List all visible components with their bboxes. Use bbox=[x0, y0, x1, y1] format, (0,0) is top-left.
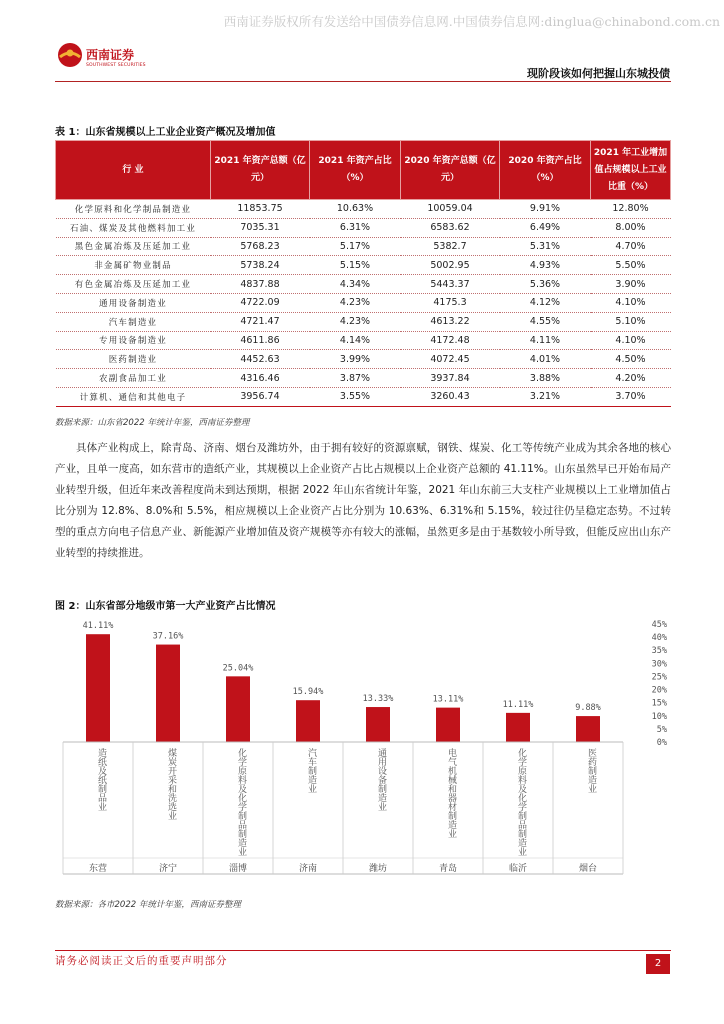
industry-cell: 非金属矿物业制品 bbox=[56, 256, 211, 275]
industry-cell: 汽车制造业 bbox=[56, 312, 211, 331]
footer-divider bbox=[55, 950, 671, 951]
bar-value-label: 11.11% bbox=[502, 699, 534, 710]
value-cell: 11853.75 bbox=[211, 200, 310, 219]
value-cell: 4.34% bbox=[310, 275, 401, 294]
value-cell: 4.10% bbox=[591, 331, 671, 350]
y-tick-label: 25% bbox=[651, 672, 667, 683]
value-cell: 5.50% bbox=[591, 256, 671, 275]
header-share-2021: 2021 年资产占比（%） bbox=[310, 141, 401, 200]
bar bbox=[506, 713, 530, 742]
value-cell: 7035.31 bbox=[211, 218, 310, 237]
y-tick-label: 0% bbox=[656, 738, 667, 748]
y-tick-label: 20% bbox=[651, 685, 667, 696]
value-cell: 5.31% bbox=[500, 237, 591, 256]
value-cell: 3.99% bbox=[310, 350, 401, 369]
value-cell: 6.31% bbox=[310, 218, 401, 237]
industry-label: 造纸及纸制品业 bbox=[96, 748, 106, 811]
value-cell: 3.90% bbox=[591, 275, 671, 294]
value-cell: 4613.22 bbox=[401, 312, 500, 331]
header-industry: 行 业 bbox=[56, 141, 211, 200]
industry-cell: 专用设备制造业 bbox=[56, 331, 211, 350]
value-cell: 3937.84 bbox=[401, 369, 500, 388]
value-cell: 5002.95 bbox=[401, 256, 500, 275]
city-label: 潍坊 bbox=[368, 864, 388, 874]
industry-label: 煤炭开采和洗选业 bbox=[166, 748, 176, 820]
table-row bbox=[56, 387, 671, 406]
value-cell: 4.23% bbox=[310, 312, 401, 331]
value-cell: 10.63% bbox=[310, 200, 401, 219]
value-cell: 5.10% bbox=[591, 312, 671, 331]
value-cell: 9.91% bbox=[500, 200, 591, 219]
city-label: 济宁 bbox=[158, 864, 178, 874]
industry-cell: 农副食品加工业 bbox=[56, 369, 211, 388]
value-cell: 4.11% bbox=[500, 331, 591, 350]
value-cell: 4.23% bbox=[310, 293, 401, 312]
bar bbox=[86, 634, 110, 742]
value-cell: 4172.48 bbox=[401, 331, 500, 350]
table-row bbox=[56, 293, 671, 312]
industry-cell: 有色金属冶炼及压延加工业 bbox=[56, 275, 211, 294]
value-cell: 3.88% bbox=[500, 369, 591, 388]
table-source: 数据来源：山东省2022 年统计年鉴，西南证券整理 bbox=[55, 418, 250, 428]
table-row bbox=[56, 369, 671, 388]
bar-value-label: 25.04% bbox=[222, 663, 254, 674]
value-cell: 4.70% bbox=[591, 237, 671, 256]
bar bbox=[156, 645, 180, 742]
asset-share-bar-chart bbox=[55, 612, 671, 890]
y-tick-label: 5% bbox=[656, 724, 667, 735]
bar-value-label: 37.16% bbox=[152, 631, 184, 642]
bar-value-label: 41.11% bbox=[82, 621, 114, 632]
y-tick-label: 35% bbox=[651, 646, 667, 657]
body-paragraph: 具体产业构成上，除青岛、济南、烟台及潍坊外，由于拥有较好的资源禀赋，钢铁、煤炭、化工等传统产业成为其余各地的核心产业，且单一度高，如东营市的造纸产业，其规模以上企业资产占比占规模以上企业资产总额的 41.11%。山东虽然早已开始布局产业转型升级，但近年来改善程度尚未到达预期，根据 2022 年山东省统计年鉴，2021 年山东前三大支柱产业规模以上工业增加值占比分别为 12.8%、8.0%和 5.5%，相应规模以上企业资产占比分别为 10.63%、6.31%和 5.15%，较过往仍呈稳定态势。不过转型的重点方向电子信息产业、新能源产业增加值及资产规模等亦有较大的涨幅，虽然更多是由于基数较小所导致，但能反应出山东产业转型的持续推进。 bbox=[55, 442, 671, 559]
bar-value-label: 15.94% bbox=[292, 687, 324, 698]
value-cell: 4316.46 bbox=[211, 369, 310, 388]
city-label: 青岛 bbox=[438, 864, 458, 874]
industry-label: 化学原料及化学制品制造业 bbox=[516, 748, 526, 856]
value-cell: 3.55% bbox=[310, 387, 401, 406]
value-cell: 4722.09 bbox=[211, 293, 310, 312]
page-number: 2 bbox=[646, 954, 670, 974]
bar bbox=[296, 700, 320, 742]
value-cell: 6.49% bbox=[500, 218, 591, 237]
city-label: 淄博 bbox=[228, 864, 248, 874]
industry-label: 汽车制造业 bbox=[306, 748, 316, 793]
disclaimer-note: 请务必阅读正文后的重要声明部分 bbox=[55, 955, 228, 967]
value-cell: 4837.88 bbox=[211, 275, 310, 294]
table-row bbox=[56, 256, 671, 275]
value-cell: 10059.04 bbox=[401, 200, 500, 219]
y-tick-label: 10% bbox=[651, 711, 667, 722]
header-assets-2020: 2020 年资产总额（亿元） bbox=[401, 141, 500, 200]
company-logo bbox=[56, 41, 146, 75]
y-tick-label: 45% bbox=[651, 620, 667, 630]
value-cell: 4.20% bbox=[591, 369, 671, 388]
industry-label: 医药制造业 bbox=[586, 748, 596, 793]
industry-cell: 通用设备制造业 bbox=[56, 293, 211, 312]
bar bbox=[226, 676, 250, 742]
table-row bbox=[56, 200, 671, 219]
value-cell: 4.10% bbox=[591, 293, 671, 312]
header-value-added-share: 2021 年工业增加值占规模以上工业比重（%） bbox=[591, 141, 671, 200]
bar-value-label: 13.33% bbox=[362, 694, 394, 705]
industry-cell: 石油、煤炭及其他燃料加工业 bbox=[56, 218, 211, 237]
bar-value-label: 13.11% bbox=[432, 694, 464, 705]
city-label: 临沂 bbox=[508, 864, 528, 874]
city-label: 东营 bbox=[88, 864, 108, 874]
bar bbox=[576, 716, 600, 742]
table-row bbox=[56, 218, 671, 237]
value-cell: 4611.86 bbox=[211, 331, 310, 350]
industry-label: 电气机械和器材制造业 bbox=[446, 748, 456, 838]
industry-cell: 医药制造业 bbox=[56, 350, 211, 369]
city-label: 济南 bbox=[298, 864, 318, 874]
value-cell: 4.55% bbox=[500, 312, 591, 331]
value-cell: 4072.45 bbox=[401, 350, 500, 369]
logo-name: 西南证券 bbox=[86, 48, 135, 62]
value-cell: 4.50% bbox=[591, 350, 671, 369]
value-cell: 5443.37 bbox=[401, 275, 500, 294]
value-cell: 5738.24 bbox=[211, 256, 310, 275]
bar-value-label: 9.88% bbox=[575, 703, 601, 714]
value-cell: 5.17% bbox=[310, 237, 401, 256]
bar bbox=[436, 708, 460, 742]
value-cell: 5.15% bbox=[310, 256, 401, 275]
table-row bbox=[56, 275, 671, 294]
value-cell: 4.12% bbox=[500, 293, 591, 312]
value-cell: 12.80% bbox=[591, 200, 671, 219]
report-title: 现阶段该如何把握山东城投债 bbox=[527, 67, 670, 80]
value-cell: 4452.63 bbox=[211, 350, 310, 369]
figure-caption: 图 2：山东省部分地级市第一大产业资产占比情况 bbox=[55, 601, 276, 612]
logo-emblem-icon bbox=[56, 41, 84, 69]
figure-source: 数据来源：各市2022 年统计年鉴，西南证券整理 bbox=[55, 900, 241, 910]
header-assets-2021: 2021 年资产总额（亿元） bbox=[211, 141, 310, 200]
value-cell: 3.21% bbox=[500, 387, 591, 406]
value-cell: 3956.74 bbox=[211, 387, 310, 406]
table-row bbox=[56, 331, 671, 350]
industry-asset-table bbox=[55, 140, 671, 407]
value-cell: 6583.62 bbox=[401, 218, 500, 237]
value-cell: 5.36% bbox=[500, 275, 591, 294]
logo-subtitle: SOUTHWEST SECURITIES bbox=[86, 63, 146, 68]
industry-label: 通用设备制造业 bbox=[376, 748, 386, 811]
value-cell: 4175.3 bbox=[401, 293, 500, 312]
y-tick-label: 30% bbox=[651, 659, 667, 670]
industry-cell: 化学原料和化学制品制造业 bbox=[56, 200, 211, 219]
value-cell: 3260.43 bbox=[401, 387, 500, 406]
industry-cell: 黑色金属冶炼及压延加工业 bbox=[56, 237, 211, 256]
table-caption: 表 1：山东省规模以上工业企业资产概况及增加值 bbox=[55, 127, 276, 138]
header-divider bbox=[55, 81, 671, 82]
header-share-2020: 2020 年资产占比（%） bbox=[500, 141, 591, 200]
industry-cell: 计算机、通信和其他电子 bbox=[56, 387, 211, 406]
value-cell: 4.14% bbox=[310, 331, 401, 350]
y-tick-label: 40% bbox=[651, 633, 667, 644]
value-cell: 8.00% bbox=[591, 218, 671, 237]
value-cell: 4.93% bbox=[500, 256, 591, 275]
y-tick-label: 15% bbox=[651, 698, 667, 709]
value-cell: 3.70% bbox=[591, 387, 671, 406]
value-cell: 5382.7 bbox=[401, 237, 500, 256]
table-row bbox=[56, 237, 671, 256]
table-row bbox=[56, 312, 671, 331]
city-label: 烟台 bbox=[578, 864, 598, 874]
value-cell: 4721.47 bbox=[211, 312, 310, 331]
bar bbox=[366, 707, 390, 742]
value-cell: 5768.23 bbox=[211, 237, 310, 256]
industry-label: 化学原料及化学制品制造业 bbox=[236, 748, 246, 856]
value-cell: 4.01% bbox=[500, 350, 591, 369]
table-row bbox=[56, 350, 671, 369]
value-cell: 3.87% bbox=[310, 369, 401, 388]
watermark: 西南证券版权所有发送给中国债券信息网.中国债券信息网:dinglua@chinabond.com.cn bbox=[223, 14, 720, 29]
